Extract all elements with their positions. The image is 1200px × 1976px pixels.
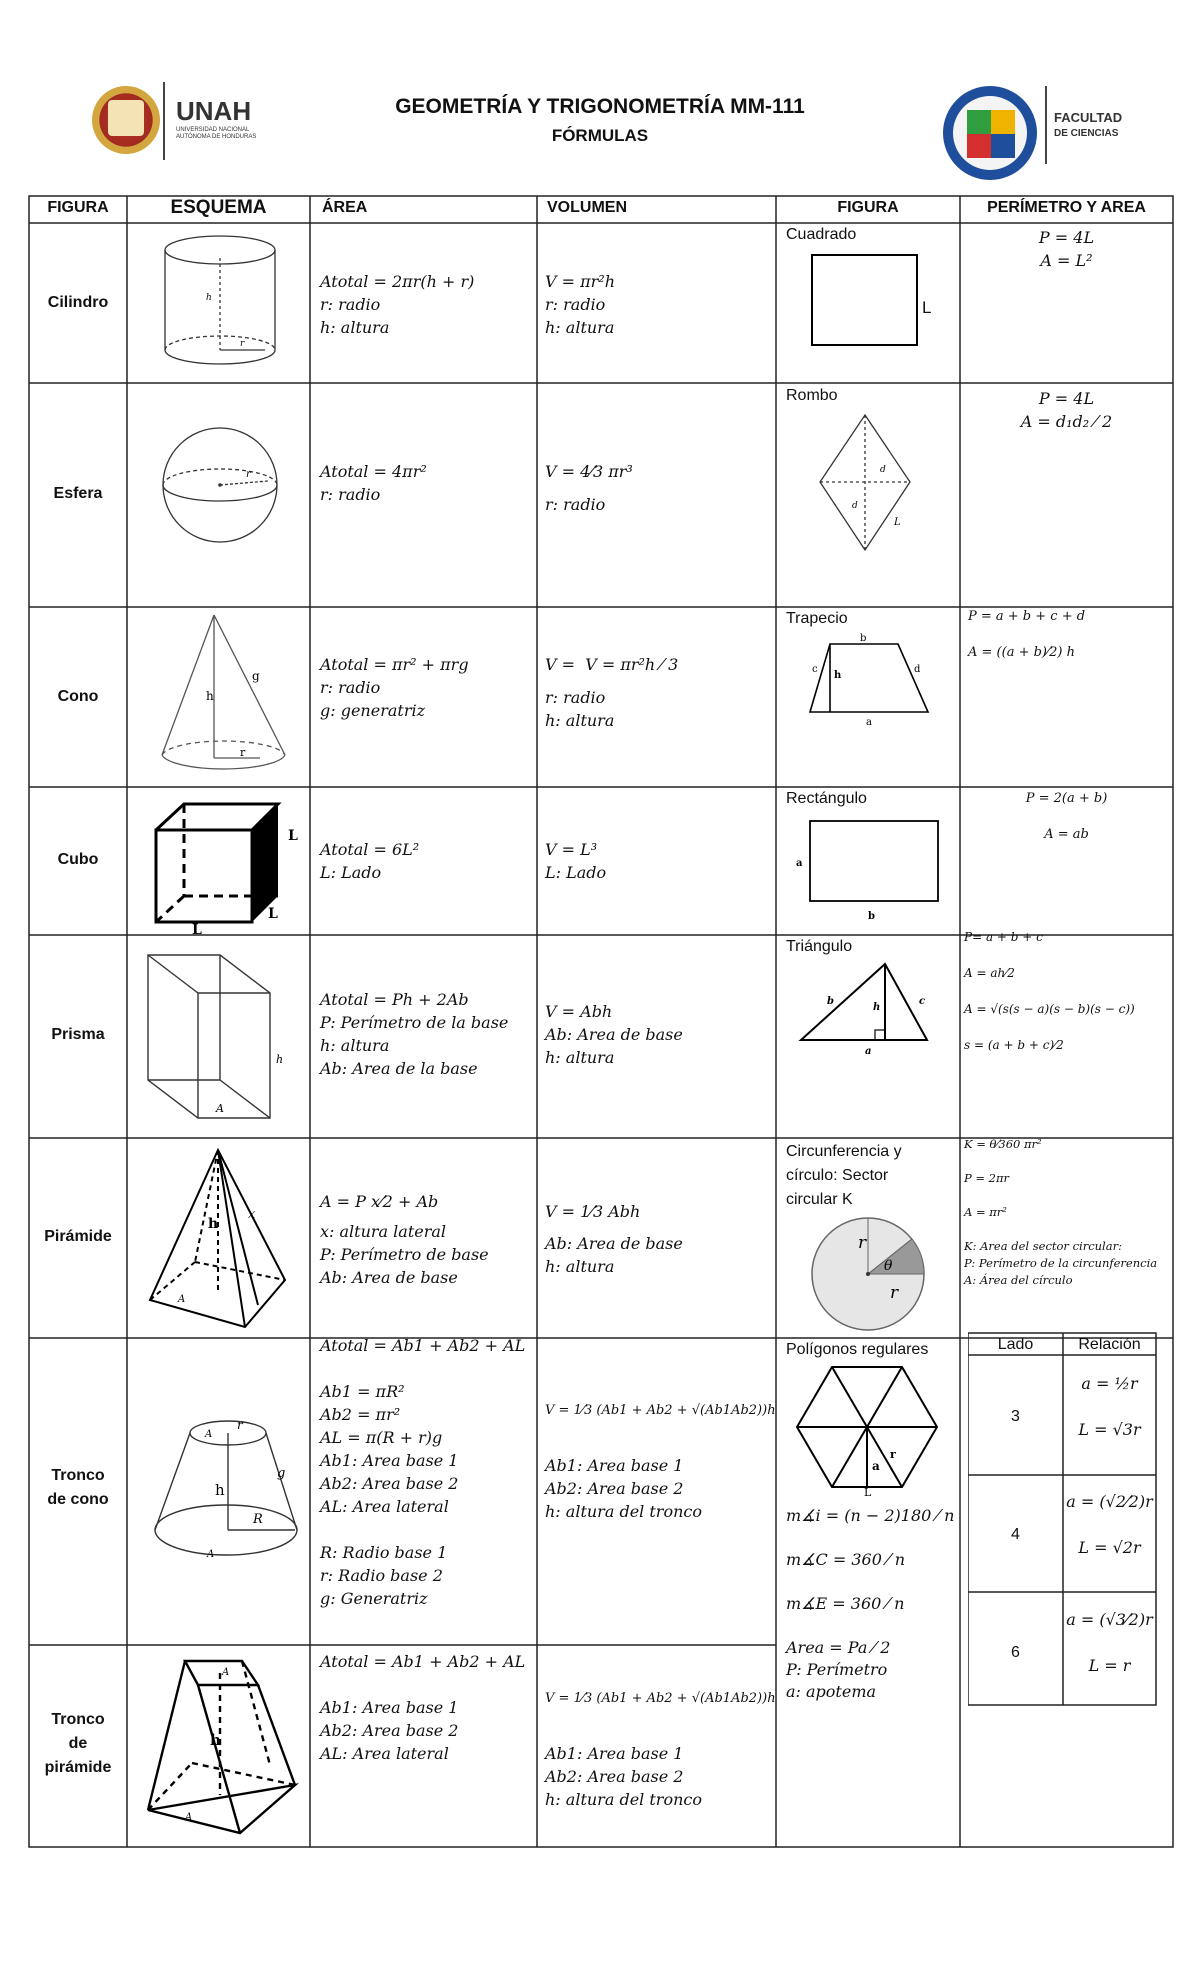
triangle-diagram [795,958,945,1068]
col-esquema: ESQUEMA [170,197,267,218]
relation-rel-6: a = (√3⁄2)r L = r [1066,1610,1153,1675]
cono-volumen-formula: V = V = πr²h ⁄ 3 [545,655,679,674]
svg-text:h: h [206,689,214,703]
poligonos-formula: m∡i = (n − 2)180 ⁄ n m∡C = 360 ⁄ n m∡E = 360 ⁄ n Area = Pa ⁄ 2 P: Perímetro a: apotema [786,1506,955,1701]
svg-text:L: L [192,922,202,935]
svg-text:r: r [240,339,245,349]
svg-text:c: c [812,664,818,675]
unah-logo-subtext: UNIVERSIDAD NACIONAL AUTÓNOMA DE HONDURAS [176,127,257,140]
de-ciencias-text: DE CIENCIAS [1054,128,1119,139]
esfera-volumen-formula: V = 4⁄3 πr³ [545,462,633,481]
relation-lado-6: 6 [1011,1644,1020,1661]
page-subtitle: FÓRMULAS [551,126,649,145]
svg-text:h: h [276,1053,284,1066]
svg-text:b: b [860,633,867,644]
col-volumen: VOLUMEN [547,199,627,216]
figure-cubo: Cubo [57,851,99,868]
cilindro-area: Atotal = 2πr(h + r) r: radio h: altura [320,272,475,337]
figure-prisma: Prisma [51,1026,105,1043]
frustum-pyramid-diagram [140,1645,305,1840]
svg-text:d: d [880,465,886,475]
rombo-formula: P = 4L A = d₁d₂ ⁄ 2 [1020,389,1113,431]
svg-text:h: h [834,670,842,681]
svg-text:L: L [894,517,901,528]
col-area: ÁREA [322,199,368,216]
svg-text:r: r [240,746,246,759]
cone-diagram [150,610,300,785]
tronco-piramide-volumen: Ab1: Area base 1 Ab2: Area base 2 h: altura del tronco [545,1744,702,1809]
svg-text:g: g [252,669,260,683]
figure-piramide: Pirámide [44,1228,112,1245]
svg-text:g: g [277,1466,286,1481]
cilindro-volumen: V = πr²h r: radio h: altura [545,272,616,337]
svg-text:a: a [872,1459,880,1473]
svg-text:d: d [852,501,858,511]
figure-tronco-cono: Tronco de cono [47,1467,109,1508]
triangulo-formula: P= a + b + c A = ah⁄2 A = √(s(s − a)(s − b)(s − c)) s = (a + b + c)⁄2 [964,930,1135,1052]
svg-text:h: h [206,293,212,303]
sphere-diagram [150,415,290,555]
svg-text:r: r [890,1283,899,1303]
prisma-volumen: V = Abh Ab: Area de base h: altura [545,1002,683,1067]
pyramid-diagram [140,1140,305,1335]
svg-text:b: b [827,996,834,1007]
svg-text:h: h [873,1002,881,1013]
svg-text:A: A [185,1812,193,1823]
svg-text:d: d [914,664,921,675]
trapecio-label: Trapecio [786,610,848,627]
piramide-volumen-formula: V = 1⁄3 Abh [545,1202,641,1221]
svg-text:r: r [858,1233,867,1253]
prisma-area: Atotal = Ph + 2Ab P: Perímetro de la base h: altura Ab: Area de la base [320,990,509,1078]
relation-lado-4: 4 [1011,1526,1020,1543]
cylinder-diagram [140,228,300,378]
svg-text:b: b [868,911,875,922]
svg-text:r: r [237,1418,243,1432]
svg-text:A: A [207,1549,215,1560]
svg-text:L: L [864,1486,872,1497]
svg-text:L: L [288,828,298,844]
circulo-formula: K = θ⁄360 πr² P = 2πr A = πr² K: Area del sector circular: P: Perímetro de la circunferencia A: Área del círculo [964,1137,1158,1287]
rombo-label: Rombo [786,387,838,404]
col-figura: FIGURA [47,199,109,216]
cono-area: Atotal = πr² + πrg r: radio g: generatriz [320,655,469,720]
esfera-area: Atotal = 4πr² r: radio [320,462,427,504]
figure-cilindro: Cilindro [47,294,109,311]
rectangle-diagram [790,816,950,926]
col-perimetro-area: PERÍMETRO Y AREA [987,199,1146,216]
relation-header-relacion: Relación [1078,1336,1141,1353]
svg-text:a: a [865,1046,872,1057]
unah-logo-text: UNAH [176,96,252,126]
relation-lado-3: 3 [1011,1408,1020,1425]
poligonos-label: Polígonos regulares [786,1341,929,1358]
relation-header-lado: Lado [997,1336,1034,1353]
svg-text:A: A [216,1102,224,1115]
esfera-volumen: r: radio [545,495,606,514]
svg-text:a: a [796,858,803,869]
cubo-area: Atotal = 6L² L: Lado [320,840,420,882]
cuadrado-side-label: L [922,298,932,317]
svg-text:r: r [246,469,251,480]
svg-text:L: L [268,906,278,922]
cuadrado-label: Cuadrado [786,226,857,243]
svg-text:c: c [919,996,926,1007]
svg-text:A: A [205,1429,213,1440]
triangulo-label: Triángulo [786,938,853,955]
cono-volumen: r: radio h: altura [545,688,615,730]
figure-tronco-piramide: Tronco de pirámide [44,1711,112,1776]
svg-text:A: A [178,1294,186,1305]
rectangulo-formula: P = 2(a + b) A = ab [1025,791,1108,842]
facultad-text: FACULTAD [1054,110,1123,125]
relation-rel-4: a = (√2⁄2)r L = √2r [1066,1492,1153,1557]
piramide-volumen: Ab: Area de base h: altura [545,1234,683,1276]
cuadrado-formula: P = 4L A = L² [1038,228,1095,270]
trapecio-formula: P = a + b + c + d A = ((a + b)⁄2) h [968,609,1086,660]
figure-esfera: Esfera [53,485,103,502]
rhombus-diagram [810,410,920,555]
relation-rel-3: a = ½r L = √3r [1078,1374,1141,1439]
cubo-volumen: V = L³ L: Lado [545,840,607,882]
col-figura-2: FIGURA [837,199,899,216]
prism-diagram [140,943,300,1128]
svg-text:h: h [215,1481,225,1499]
page-title: GEOMETRÍA Y TRIGONOMETRÍA MM-111 [395,95,805,118]
svg-text:A: A [222,1667,230,1678]
figure-cono: Cono [57,688,99,705]
circle-sector-diagram [798,1212,938,1334]
tronco-cono-volumen: Ab1: Area base 1 Ab2: Area base 2 h: altura del tronco [545,1456,702,1521]
frustum-cone-diagram [145,1395,305,1570]
svg-text:h: h [208,1216,219,1232]
svg-text:θ: θ [884,1258,893,1274]
trapezoid-diagram [800,632,940,727]
svg-text:a: a [866,717,872,727]
svg-text:r: r [890,1448,896,1461]
svg-text:h: h [210,1731,221,1749]
square-diagram [800,250,940,350]
tronco-cono-area: Atotal = Ab1 + Ab2 + AL Ab1 = πR² Ab2 = πr² AL = π(R + r)g Ab1: Area base 1 Ab2: Area base 2 AL: Area lateral R: Radio base 1 r: Radio base 2 g: Generatriz [320,1336,526,1608]
piramide-area-formula: A = P x⁄2 + Ab [320,1192,439,1211]
tronco-piramide-volumen-formula: V = 1⁄3 (Ab1 + Ab2 + √(Ab1Ab2))h [545,1691,776,1706]
tronco-piramide-area: Atotal = Ab1 + Ab2 + AL Ab1: Area base 1 Ab2: Area base 2 AL: Area lateral [320,1652,526,1763]
cube-diagram [140,790,310,935]
piramide-area: x: altura lateral P: Perímetro de base Ab: Area de base [320,1222,489,1287]
svg-text:R: R [253,1512,263,1527]
circulo-label: Circunferencia y círculo: Sector circular K [786,1143,902,1208]
tronco-cono-volumen-formula: V = 1⁄3 (Ab1 + Ab2 + √(Ab1Ab2))h [545,1403,776,1418]
hexagon-diagram [792,1362,942,1497]
rectangulo-label: Rectángulo [786,790,867,807]
svg-text:x: x [248,1207,256,1222]
